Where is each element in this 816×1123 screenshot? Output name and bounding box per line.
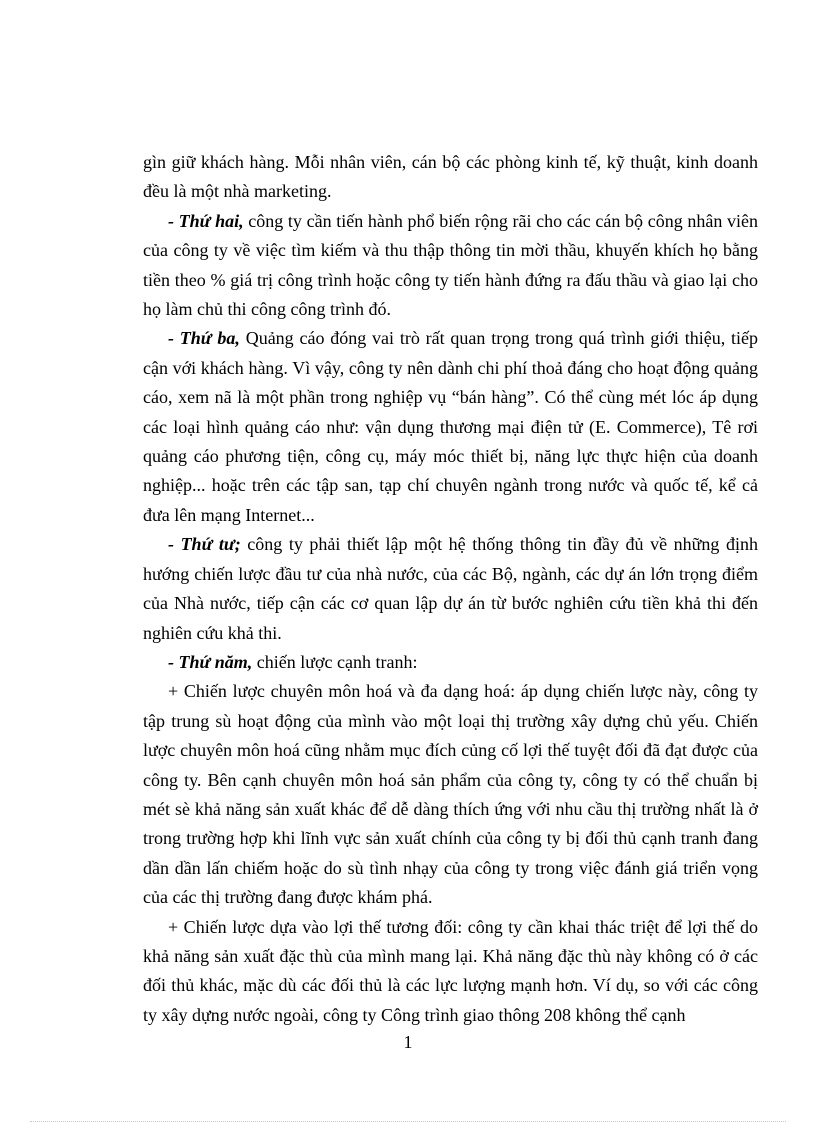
paragraph-text: gìn giữ khách hàng. Mỗi nhân viên, cán bộ các phòng kinh tế, kỹ thuật, kinh doanh đều là một nhà marketing.: [143, 152, 758, 202]
paragraph-text: + Chiến lược dựa vào lợi thế tương đối: công ty cần khai thác triệt để lợi thế do khả năng sản xuất đặc thù của mình mang lại. Khả năng đặc thù này không có ở các đối thủ khác, mặc dù các đối thủ là các lực lượng mạnh hơn. Ví dụ, so với các công ty xây dựng nước ngoài, công ty Công trình giao thông 208 không thể cạnh: [143, 916, 758, 1025]
paragraph-lead: - Thứ hai,: [168, 210, 244, 231]
paragraph-thu-nam: [143, 648, 758, 677]
paragraph-thu-hai: [143, 207, 758, 325]
body-text: [143, 148, 758, 1030]
paragraph-lead: - Thứ năm,: [168, 651, 253, 672]
paragraph-thu-ba: [143, 324, 758, 530]
paragraph-text: Quảng cáo đóng vai trò rất quan trọng trong quá trình giới thiệu, tiếp cận với khách hàng. Vì vậy, công ty nên dành chi phí thoả đáng cho hoạt động quảng cáo, xem nã là một phần trong nghiệp vụ “bán hàng”. Có thể cùng mét lóc áp dụng các loại hình quảng cáo như: vận dụng thương mại điện tử (E. Commerce), Tê rơi quảng cáo phương tiện, công cụ, máy móc thiết bị, năng lực thực hiện của doanh nghiệp... hoặc trên các tập san, tạp chí chuyên ngành trong nước và quốc tế, kể cả đưa lên mạng Internet...: [143, 328, 758, 525]
paragraph-text: + Chiến lược chuyên môn hoá và đa dạng hoá: áp dụng chiến lược này, công ty tập trung sù hoạt động của mình vào một loại thị trường xây dựng chủ yếu. Chiến lược chuyên môn hoá cũng nhằm mục đích củng cố lợi thế tuyệt đối đã đạt được của công ty. Bên cạnh chuyên môn hoá sản phẩm của công ty, công ty có thể chuẩn bị mét sè khả năng sản xuất khác để dễ dàng thích ứng với nhu cầu thị trường nhất là ở trong trường hợp khi lĩnh vực sản xuất chính của công ty bị đối thủ cạnh tranh đang dần dần lấn chiếm hoặc do sù tình nhạy của công ty trong việc đánh giá triển vọng của các thị trường đang được khám phá.: [143, 681, 758, 908]
page-bottom-divider: [30, 1121, 786, 1122]
paragraph-chuyen-mon-hoa: [143, 677, 758, 912]
paragraph-loi-the-tuong-doi: [143, 913, 758, 1031]
page-number: 1: [403, 1032, 413, 1052]
paragraph-text: chiến lược cạnh tranh:: [252, 651, 418, 672]
paragraph-lead: - Thứ ba,: [168, 328, 240, 349]
paragraph-text: công ty phải thiết lập một hệ thống thông tin đầy đủ về những định hướng chiến lược đầu tư của nhà nước, của các Bộ, ngành, các dự án lớn trọng điểm của Nhà nước, tiếp cận các cơ quan lập dự án từ bước nghiên cứu tiền khả thi đến nghiên cứu khả thi.: [143, 534, 758, 643]
paragraph-lead: - Thứ tư;: [168, 534, 241, 555]
paragraph-text: công ty cần tiến hành phổ biến rộng rãi cho các cán bộ công nhân viên của công ty về việc tìm kiếm và thu thập thông tin mời thầu, khuyến khích họ bằng tiền theo % giá trị công trình hoặc công ty tiến hành đứng ra đấu thầu và giao lại cho họ làm chủ thi công công trình đó.: [143, 210, 759, 320]
paragraph-continuation: [143, 148, 758, 207]
paragraph-thu-tu: [143, 530, 758, 648]
